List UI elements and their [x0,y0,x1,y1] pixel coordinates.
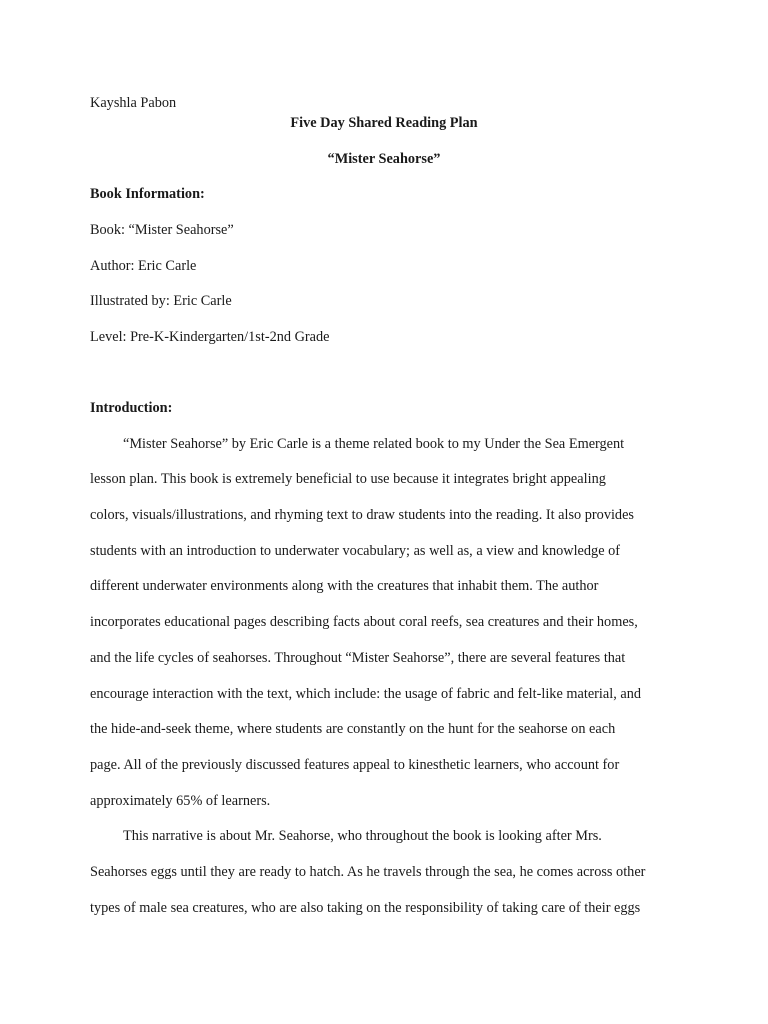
paragraph-line: and the life cycles of seahorses. Throughout “Mister Seahorse”, there are several features that [90,650,626,666]
page-title: Five Day Shared Reading Plan [290,115,478,131]
author-line: Author: Eric Carle [90,258,197,274]
introduction-heading: Introduction: [90,400,173,416]
paragraph-line: incorporates educational pages describing facts about coral reefs, sea creatures and their homes, [90,614,638,630]
book-line: Book: “Mister Seahorse” [90,222,234,238]
paragraph-line: “Mister Seahorse” by Eric Carle is a theme related book to my Under the Sea Emergent [123,436,625,452]
paragraph-line: encourage interaction with the text, which include: the usage of fabric and felt-like material, and [90,686,642,702]
paragraph-line: students with an introduction to underwater vocabulary; as well as, a view and knowledge of [90,543,621,559]
paragraph-line: lesson plan. This book is extremely beneficial to use because it integrates bright appealing [90,471,606,487]
book-subtitle: “Mister Seahorse” [327,151,441,167]
illustrator-line: Illustrated by: Eric Carle [90,293,232,309]
paragraph-line: page. All of the previously discussed features appeal to kinesthetic learners, who account for [90,757,620,773]
level-line: Level: Pre-K-Kindergarten/1st-2nd Grade [90,329,330,345]
paragraph-line: colors, visuals/illustrations, and rhyming text to draw students into the reading. It also provides [90,507,634,523]
paragraph-line: approximately 65% of learners. [90,793,271,809]
paragraph-line: types of male sea creatures, who are also taking on the responsibility of taking care of their eggs [90,900,641,916]
author-name: Kayshla Pabon [90,95,177,111]
book-info-heading: Book Information: [90,186,205,202]
paragraph-line: the hide-and-seek theme, where students are constantly on the hunt for the seahorse on each [90,721,616,737]
paragraph-line: different underwater environments along with the creatures that inhabit them. The author [90,578,599,594]
paragraph-line: Seahorses eggs until they are ready to hatch. As he travels through the sea, he comes across other [90,864,646,880]
paragraph-line: This narrative is about Mr. Seahorse, who throughout the book is looking after Mrs. [123,828,602,844]
